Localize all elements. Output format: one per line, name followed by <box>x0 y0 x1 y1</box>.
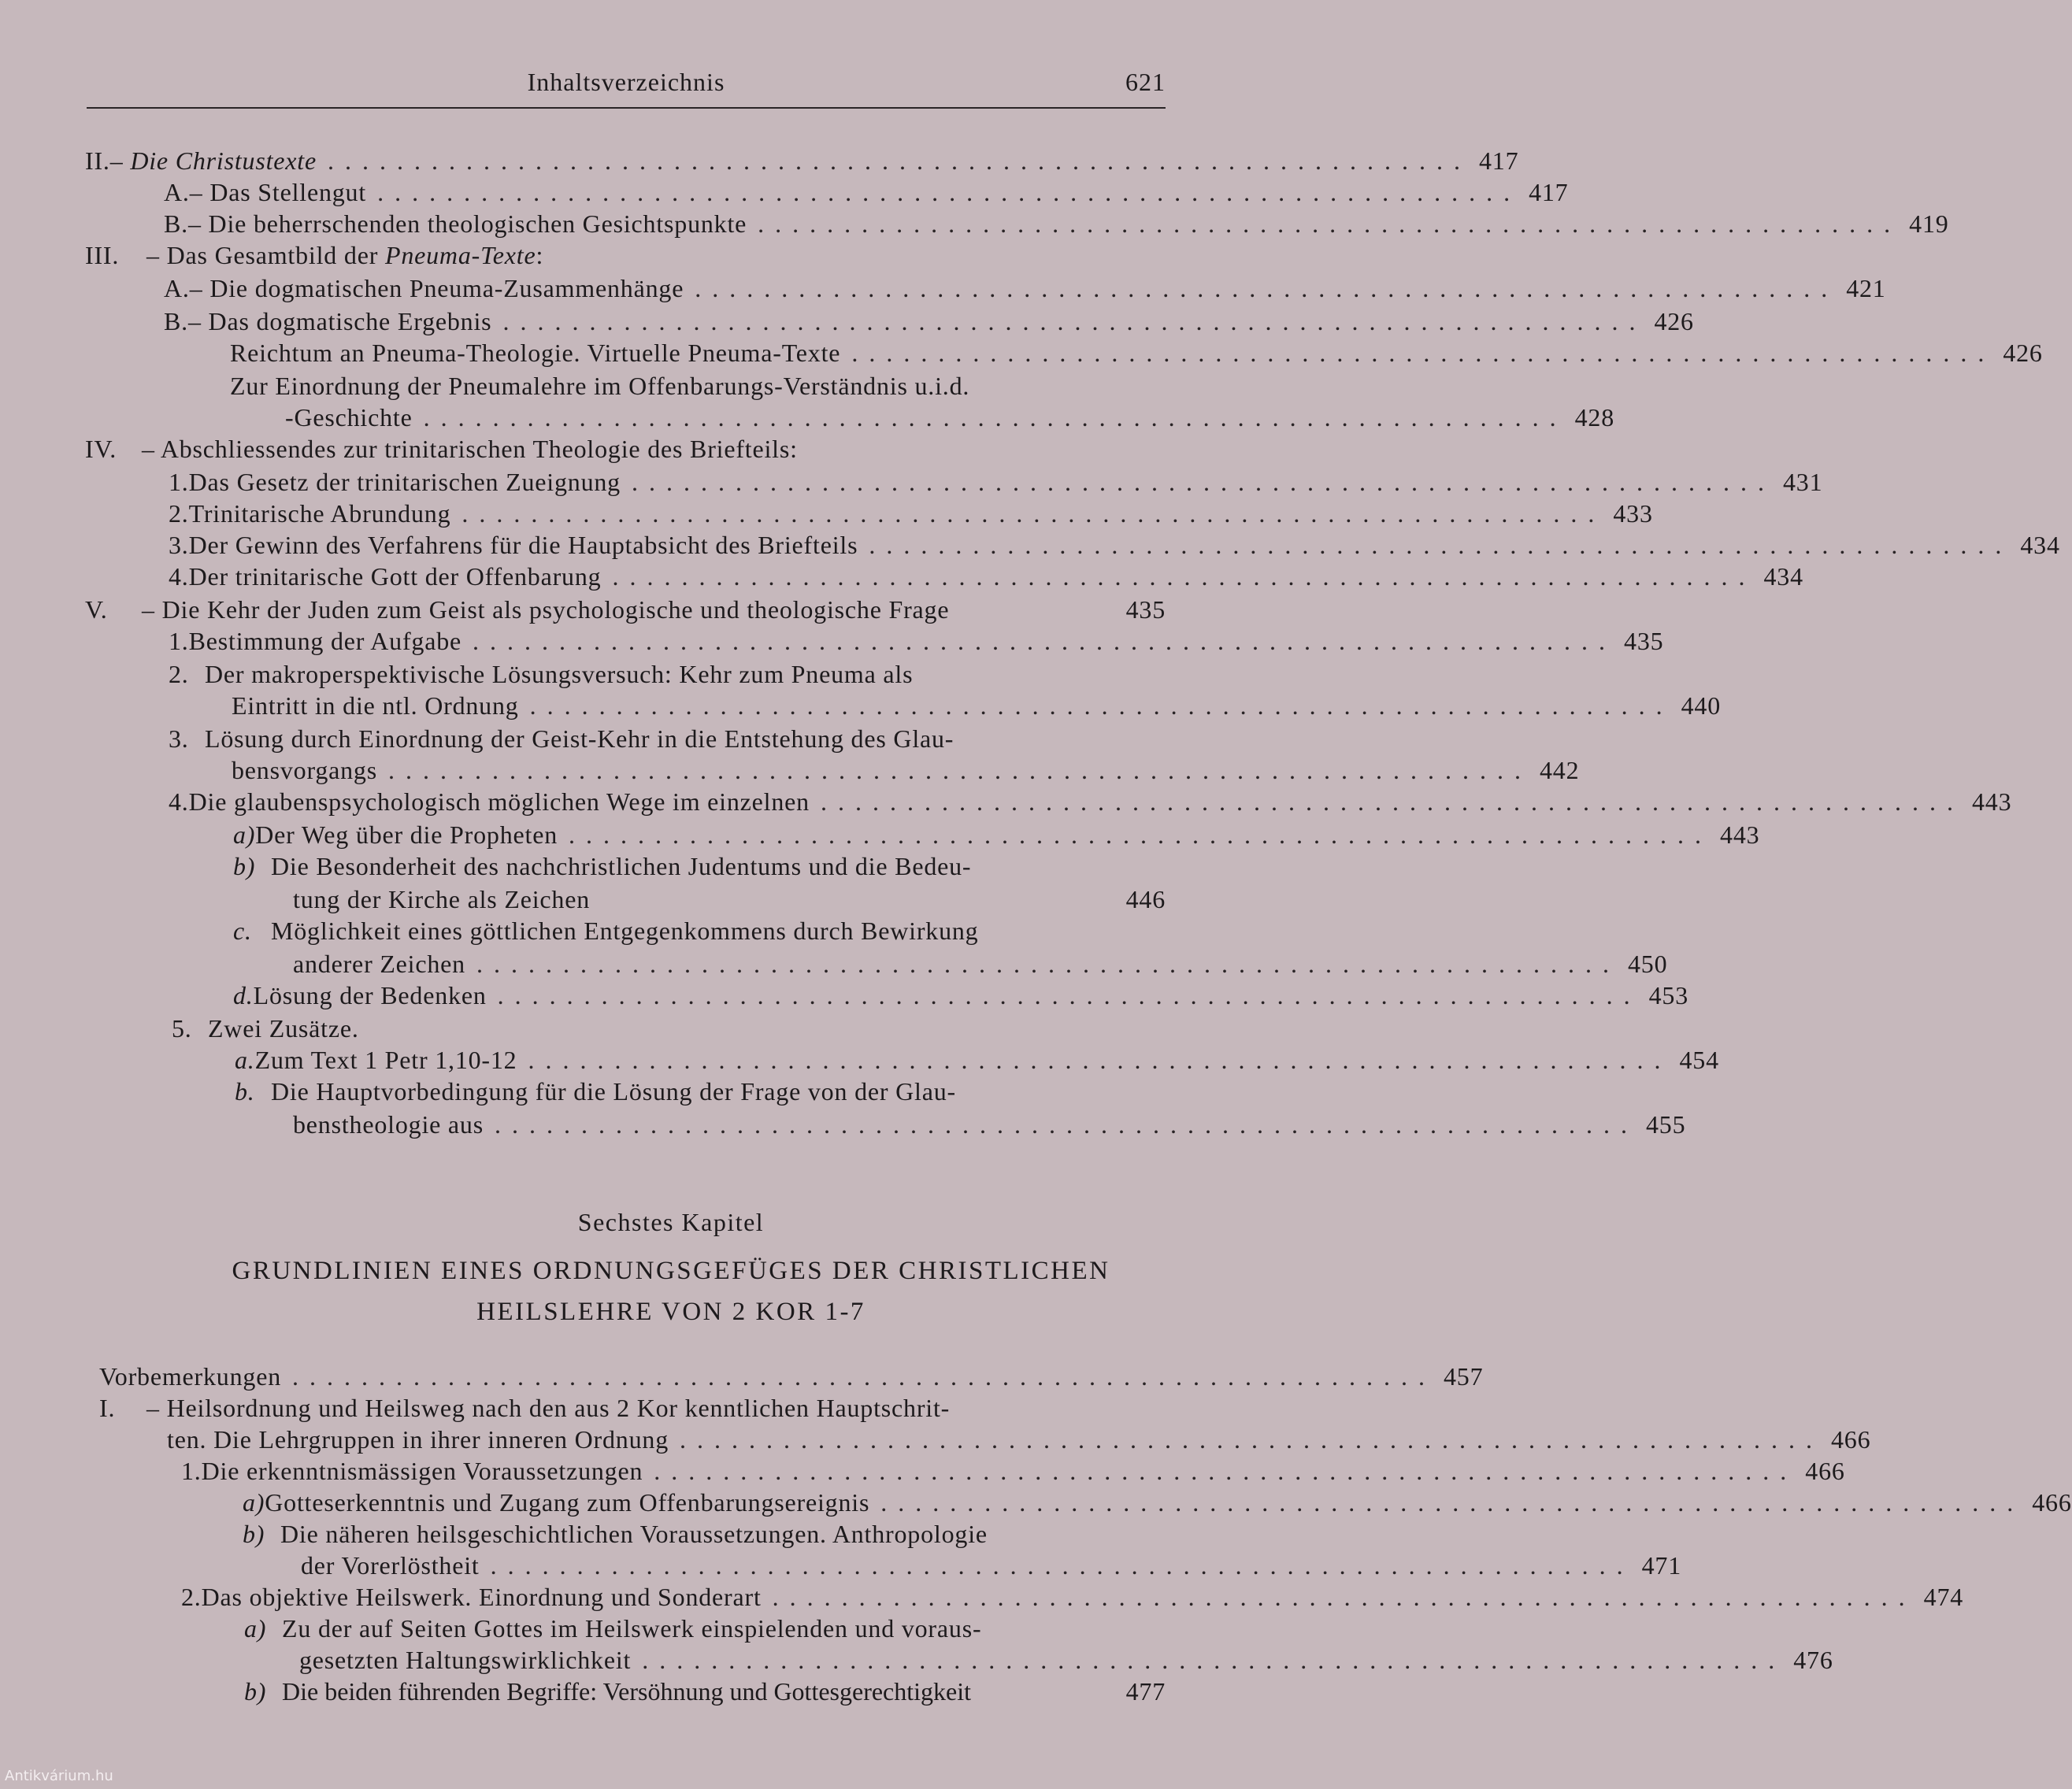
toc-entry-i-2a-line1: a) Zu der auf Seiten Gottes im Heilswerk einspielenden und voraus- <box>244 1614 982 1643</box>
toc-entry-v-5b-line1: b. Die Hauptvorbedingung für die Lösung der Frage von der Glau- <box>235 1077 956 1106</box>
toc-entry-ii-a: A. – Das Stellengut .................................................................. 417 <box>164 178 1569 206</box>
toc-entry-i-line2: ten. Die Lehrgruppen in ihrer inneren Ordnung .................................................................. 466 <box>167 1425 1871 1454</box>
toc-entry-v-1: 1. Bestimmung der Aufgabe .................................................................. 435 <box>169 627 1664 655</box>
watermark: Antikvárium.hu <box>5 1768 113 1784</box>
leader-dots: .................................................................. <box>680 1425 1823 1454</box>
toc-entry-iii-b1: Reichtum an Pneuma-Theologie. Virtuelle Pneuma-Texte .................................................................. 426 <box>230 339 2043 367</box>
toc-entry-v-4d: d. Lösung der Bedenken .................................................................. 453 <box>233 981 1689 1009</box>
leader-dots: .................................................................. <box>502 307 1647 335</box>
leader-dots: .................................................................. <box>772 1583 1916 1611</box>
running-head-title: Inhaltsverzeichnis <box>527 68 725 96</box>
leader-dots: .................................................................. <box>497 981 1641 1009</box>
leader-dots: .................................................................. <box>654 1457 1798 1485</box>
toc-entry-ii: II. – Die Christustexte .................................................................. 417 <box>85 146 1519 175</box>
header-rule <box>87 107 1166 109</box>
leader-dots: .................................................................. <box>642 1646 1786 1674</box>
chapter-title-line2: HEILSLEHRE VON 2 KOR 1-7 <box>476 1298 865 1326</box>
toc-entry-v-3-line1: 3. Lösung durch Einordnung der Geist-Kehr in die Entstehung des Glau- <box>169 724 954 753</box>
toc-entry-i-2: 2. Das objektive Heilswerk. Einordnung und Sonderart .................................................................. 474 <box>181 1583 1964 1611</box>
chapter-label: Sechstes Kapitel <box>577 1208 765 1236</box>
toc-entry-iv-4: 4. Der trinitarische Gott der Offenbarung .................................................................. 434 <box>169 562 1803 591</box>
leader-dots: .................................................................. <box>758 209 1902 238</box>
chapter-title-line1: GRUNDLINIEN EINES ORDNUNGSGEFÜGES DER CHRISTLICHEN <box>232 1257 1110 1285</box>
leader-dots: .................................................................. <box>388 756 1532 784</box>
toc-entry-iv-1: 1. Das Gesetz der trinitarischen Zueignung .................................................................. 431 <box>169 468 1823 496</box>
leader-dots: .................................................................. <box>869 531 2013 559</box>
toc-entry-v-4: 4. Die glaubenspsychologisch möglichen Wege im einzelnen .................................................................. 443 <box>169 787 2012 816</box>
page-number: 621 <box>1125 68 1166 96</box>
leader-dots: .................................................................. <box>328 146 1471 175</box>
toc-entry-v-5a: a. Zum Text 1 Petr 1,10-12 .................................................................. 454 <box>235 1046 1719 1074</box>
toc-entry-iv: IV. – Abschliessendes zur trinitarischen Theologie des Briefteils: <box>85 435 798 463</box>
toc-entry-v-4b-line2: tung der Kirche als Zeichen 446 <box>293 885 1166 913</box>
leader-dots: .................................................................. <box>529 691 1674 720</box>
toc-entry-v-2-line1: 2. Der makroperspektivische Lösungsversuch: Kehr zum Pneuma als <box>169 660 914 688</box>
leader-dots: .................................................................. <box>612 562 1756 591</box>
toc-entry-iv-3: 3. Der Gewinn des Verfahrens für die Hauptabsicht des Briefteils .................................................................. 434 <box>169 531 2060 559</box>
toc-entry-vorbemerkungen: Vorbemerkungen .................................................................. 457 <box>99 1362 1484 1391</box>
toc-entry-iii: III. – Das Gesamtbild der Pneuma-Texte : <box>85 241 544 269</box>
toc-entry-i-2b: b) Die beiden führenden Begriffe: Versöhnung und Gottesgerechtigkeit 477 <box>244 1677 1166 1706</box>
toc-entry-iii-a: A. – Die dogmatischen Pneuma-Zusammenhänge .................................................................. 421 <box>164 274 1886 302</box>
toc-entry-v-4c-line1: c. Möglichkeit eines göttlichen Entgegenkommens durch Bewirkung <box>233 917 979 945</box>
leader-dots: .................................................................. <box>695 274 1839 302</box>
leader-dots: .................................................................. <box>528 1046 1672 1074</box>
leader-dots: .................................................................. <box>461 499 1606 528</box>
toc-entry-v-2-line2: Eintritt in die ntl. Ordnung .................................................................. 440 <box>232 691 1721 720</box>
toc-entry-i-1b-line2: der Vorerlöstheit .................................................................. 471 <box>301 1551 1682 1580</box>
toc-entry-v-5b-line2: benstheologie aus .................................................................. 455 <box>293 1110 1686 1139</box>
toc-entry-v-4a: a) Der Weg über die Propheten .................................................................. 443 <box>233 820 1760 849</box>
leader-dots: .................................................................. <box>292 1362 1436 1391</box>
toc-entry-iii-b2-line2: -Geschichte .................................................................. 428 <box>285 403 1615 432</box>
leader-dots: .................................................................. <box>490 1551 1634 1580</box>
toc-entry-i-line1: I. – Heilsordnung und Heilsweg nach den aus 2 Kor kenntlichen Hauptschrit- <box>99 1394 951 1422</box>
toc-entry-i-1b-line1: b) Die näheren heilsgeschichtlichen Voraussetzungen. Anthropologie <box>243 1520 988 1548</box>
leader-dots: .................................................................. <box>569 820 1713 849</box>
leader-dots: .................................................................. <box>851 339 1996 367</box>
toc-entry-v: V. – Die Kehr der Juden zum Geist als psychologische und theologische Frage 435 <box>85 595 1166 624</box>
running-head <box>87 63 1166 102</box>
toc-entry-v-3-line2: bensvorgangs .................................................................. 442 <box>232 756 1580 784</box>
toc-entry-iii-b2-line1: Zur Einordnung der Pneumalehre im Offenbarungs-Verständnis u.i.d. <box>230 372 970 400</box>
toc-entry-i-1: 1. Die erkenntnismässigen Voraussetzungen .................................................................. 466 <box>181 1457 1845 1485</box>
leader-dots: .................................................................. <box>820 787 1964 816</box>
toc-entry-iii-b: B. – Das dogmatische Ergebnis .................................................................. 426 <box>164 307 1694 335</box>
leader-dots: .................................................................. <box>423 403 1567 432</box>
toc-entry-i-1a: a) Gotteserkenntnis und Zugang zum Offenbarungsereignis .................................................................. 466 <box>243 1488 2072 1517</box>
toc-entry-v-4c-line2: anderer Zeichen .................................................................. 450 <box>293 950 1668 978</box>
toc-entry-iv-2: 2. Trinitarische Abrundung .................................................................. 433 <box>169 499 1653 528</box>
leader-dots: .................................................................. <box>631 468 1775 496</box>
leader-dots: .................................................................. <box>495 1110 1638 1139</box>
leader-dots: .................................................................. <box>473 627 1617 655</box>
toc-entry-ii-b: B. – Die beherrschenden theologischen Gesichtspunkte .................................................................. 419 <box>164 209 1949 238</box>
leader-dots: .................................................................. <box>880 1488 2025 1517</box>
leader-dots: .................................................................. <box>476 950 1620 978</box>
toc-entry-v-4b-line1: b) Die Besonderheit des nachchristlichen Judentums und die Bedeu- <box>233 852 972 880</box>
toc-entry-v-5: 5. Zwei Zusätze. <box>172 1014 359 1043</box>
toc-entry-i-2a-line2: gesetzten Haltungswirklichkeit .................................................................. 476 <box>299 1646 1833 1674</box>
leader-dots: .................................................................. <box>377 178 1522 206</box>
